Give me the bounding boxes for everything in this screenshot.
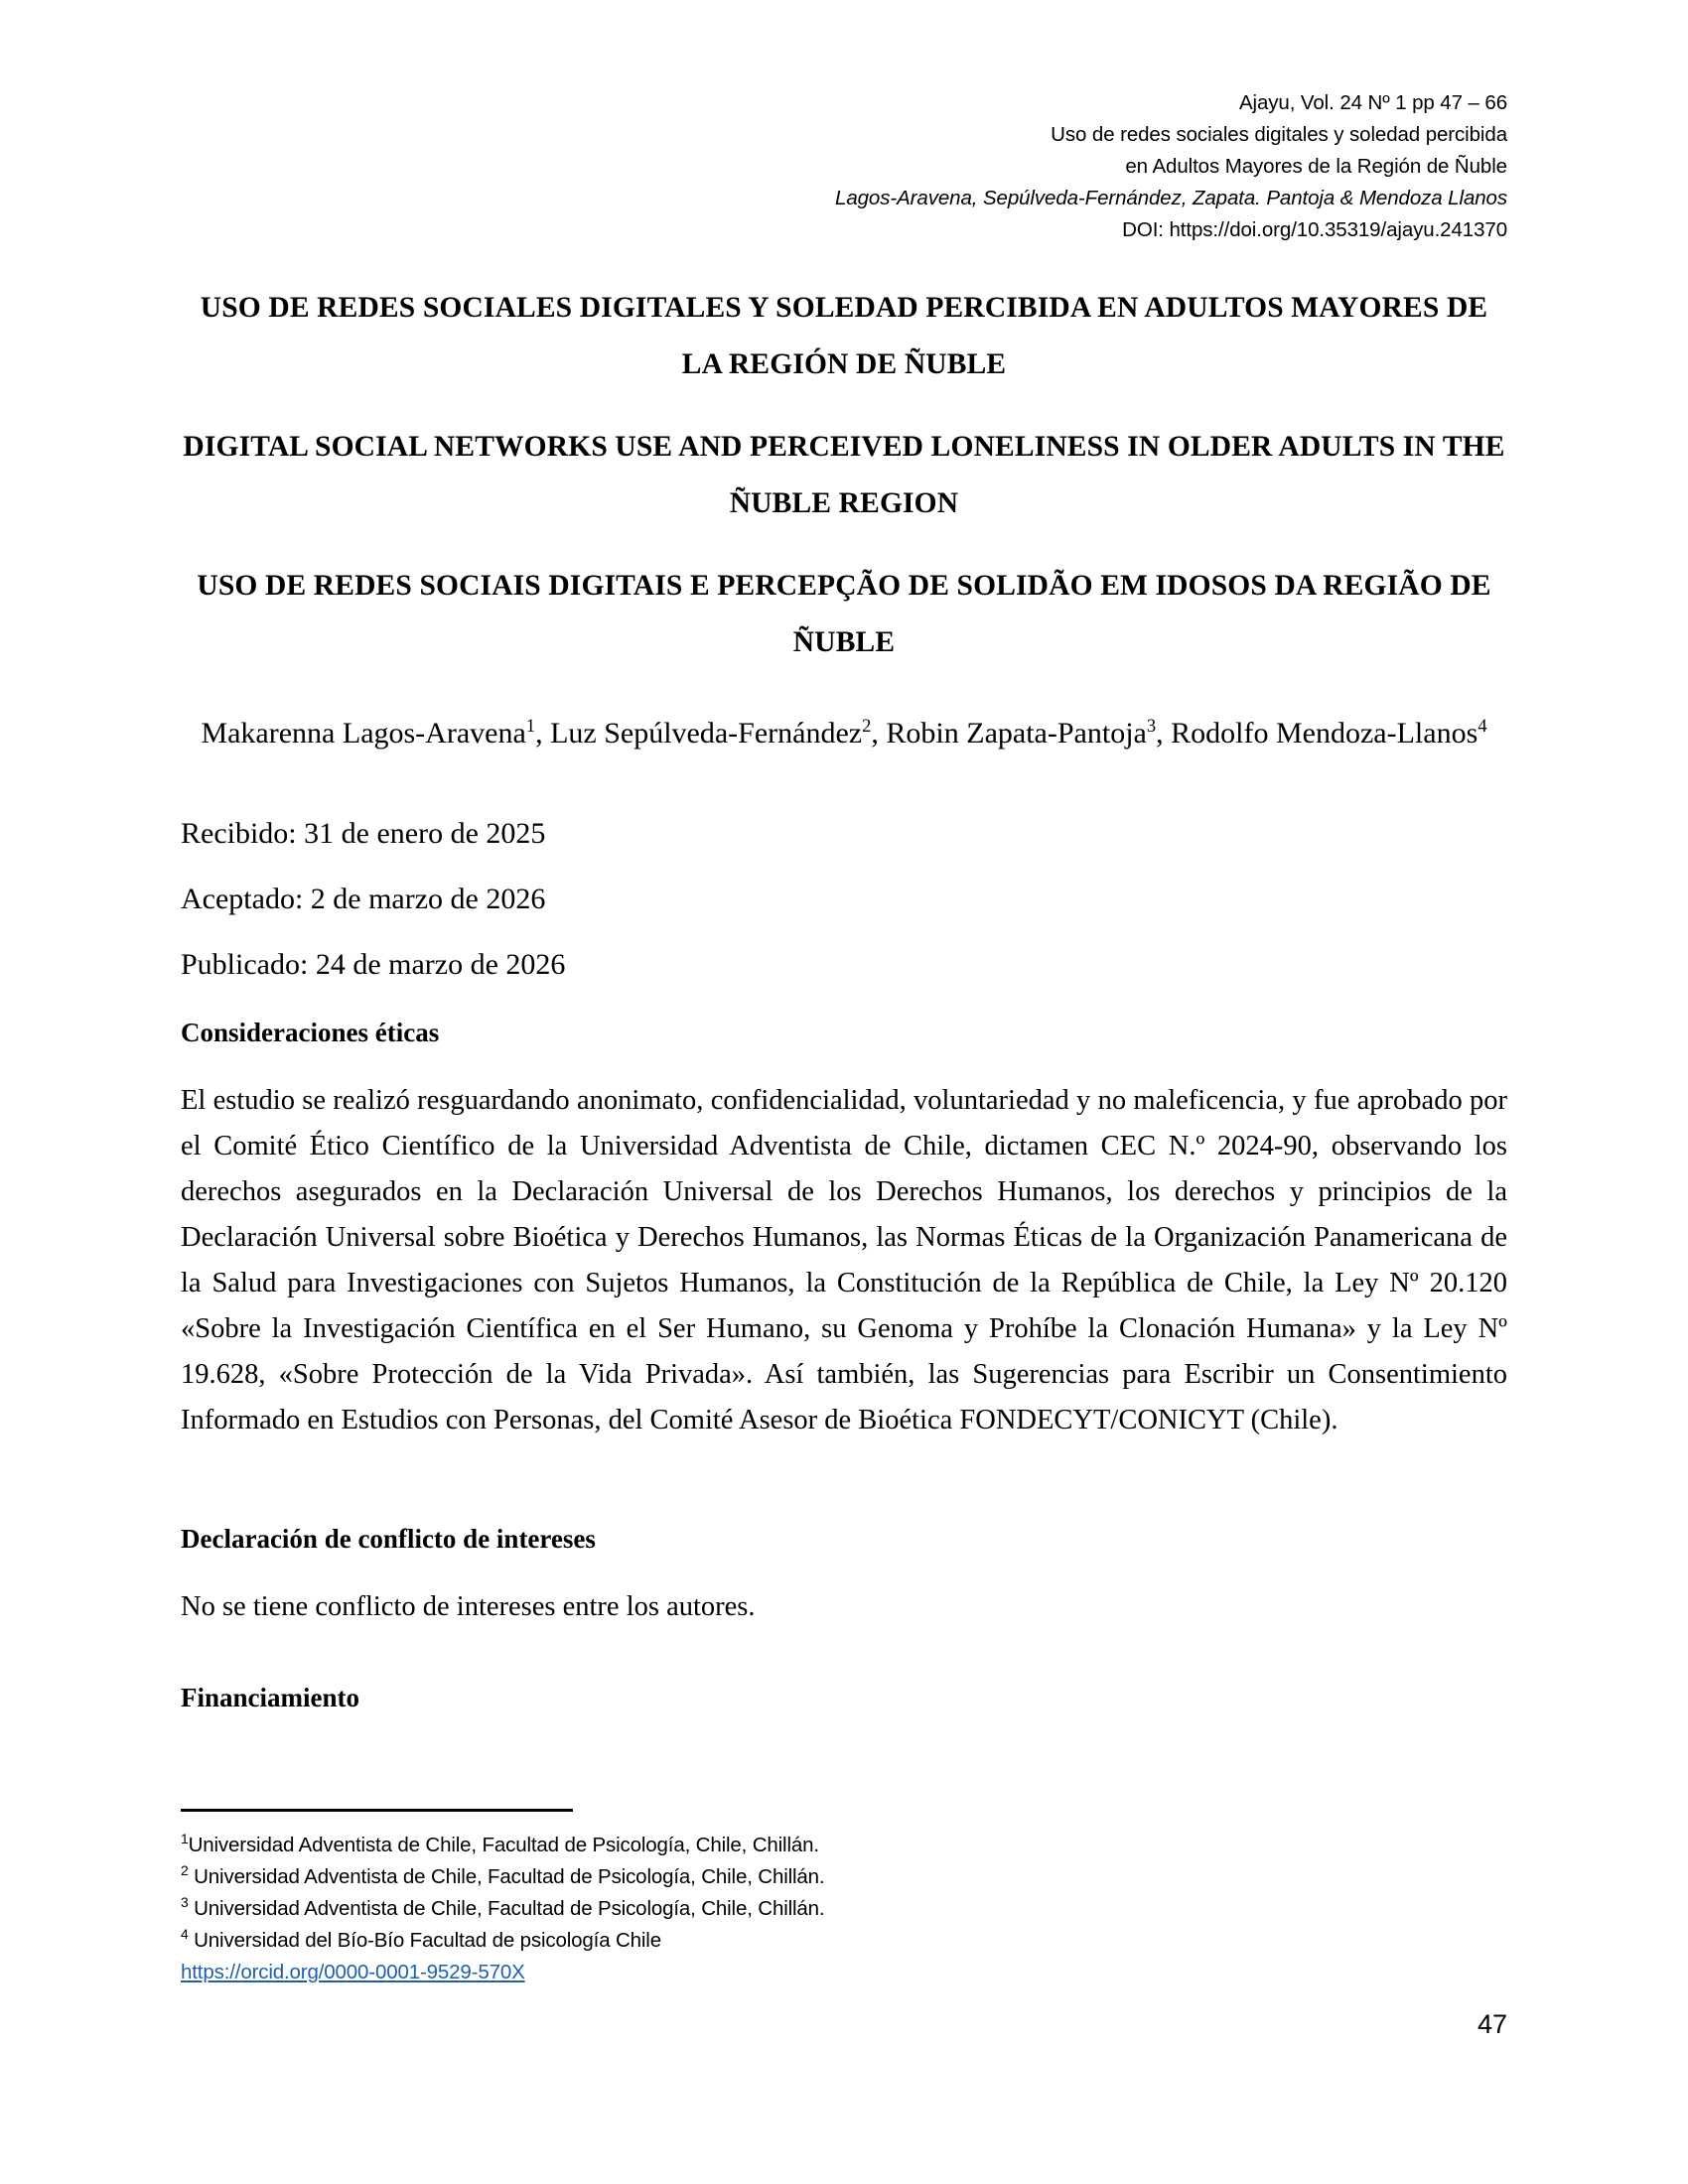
- footnote-1-marker: 1: [181, 1831, 189, 1847]
- date-accepted: Aceptado: 2 de marzo de 2026: [181, 883, 546, 915]
- orcid-link[interactable]: https://orcid.org/0000-0001-9529-570X: [181, 1961, 525, 1983]
- footnote-3: [181, 1893, 1273, 1925]
- footnote-1-text: Universidad Adventista de Chile, Facultad de Psicología, Chile, Chillán.: [188, 1834, 819, 1856]
- title-spanish: USO DE REDES SOCIALES DIGITALES Y SOLEDAD PERCIBIDA EN ADULTOS MAYORES DE LA REGIÓN DE ÑUBLE: [200, 292, 1488, 380]
- running-head: [514, 87, 1507, 246]
- section-heading-conflict: Declaración de conflicto de intereses: [181, 1524, 596, 1554]
- running-head-title-line2: en Adultos Mayores de la Región de Ñuble: [1125, 155, 1507, 178]
- running-head-title-line1: Uso de redes sociales digitales y soledad percibida: [1051, 123, 1507, 146]
- footnote-3-text: Universidad Adventista de Chile, Facultad de Psicología, Chile, Chillán.: [188, 1897, 825, 1920]
- author-3-affiliation-marker: 3: [1146, 716, 1157, 737]
- running-head-doi: DOI: https://doi.org/10.35319/ajayu.241370: [1122, 218, 1507, 241]
- author-2-name: Luz Sepúlveda-Fernández: [550, 717, 863, 750]
- author-2-affiliation-marker: 2: [862, 716, 872, 737]
- author-1-name: Makarenna Lagos-Aravena: [201, 717, 526, 750]
- section-funding: [181, 1678, 1507, 1717]
- publication-dates: [181, 812, 1507, 1009]
- author-4-affiliation-marker: 4: [1477, 716, 1487, 737]
- running-head-authors: Lagos-Aravena, Sepúlveda-Fernández, Zapata. Pantoja & Mendoza Llanos: [835, 187, 1507, 209]
- footnote-3-marker: 3: [181, 1894, 189, 1911]
- footnote-separator-rule: [181, 1809, 573, 1812]
- section-body-conflict: No se tiene conflicto de intereses entre los autores.: [181, 1591, 756, 1622]
- section-heading-funding: Financiamiento: [181, 1683, 359, 1712]
- author-3-name: Robin Zapata-Pantoja: [886, 717, 1147, 750]
- title-english: DIGITAL SOCIAL NETWORKS USE AND PERCEIVED LONELINESS IN OLDER ADULTS IN THE ÑUBLE REGION: [183, 431, 1505, 519]
- footnote-4-marker: 4: [181, 1926, 189, 1943]
- section-heading-ethics: Consideraciones éticas: [181, 1018, 440, 1047]
- page-number: 47: [1477, 2009, 1507, 2039]
- author-1-affiliation-marker: 1: [525, 716, 536, 737]
- author-list: Makarenna Lagos-Aravena$^1$, Luz Sepúlveda-Fernández$^2$, Robin Zapata-Pantoja$^3$, Rodolfo Mendoza-Llanos$^4$: [201, 716, 1487, 750]
- footnote-4: [181, 1925, 1273, 1957]
- author-4-name: Rodolfo Mendoza-Llanos: [1171, 717, 1478, 750]
- title-portuguese: USO DE REDES SOCIAIS DIGITAIS E PERCEPÇÃO DE SOLIDÃO EM IDOSOS DA REGIÃO DE ÑUBLE: [197, 570, 1491, 658]
- footnote-orcid-line: [181, 1957, 1273, 1988]
- date-received: Recibido: 31 de enero de 2025: [181, 817, 546, 850]
- footnote-2: [181, 1861, 1273, 1893]
- footnote-2-text: Universidad Adventista de Chile, Facultad de Psicología, Chile, Chillán.: [188, 1865, 825, 1888]
- running-head-citation: Ajayu, Vol. 24 Nº 1 pp 47 – 66: [1238, 91, 1507, 114]
- footnote-2-marker: 2: [181, 1862, 189, 1879]
- footnote-4-text: Universidad del Bío-Bío Facultad de psicología Chile: [188, 1929, 661, 1952]
- section-body-ethics: El estudio se realizó resguardando anonimato, confidencialidad, voluntariedad y no maleficencia, y fue aprobado por el Comité Ético Científico de la Universidad Adventista de Chile, dictamen CEC N.º 2024-90, observando los derechos asegurados en la Declaración Universal de los Derechos Humanos, los derechos y principios de la Declaración Universal sobre Bioética y Derechos Humanos, las Normas Éticas de la Organización Panamericana de la Salud para Investigaciones con Sujetos Humanos, la Constitución de la República de Chile, la Ley Nº 20.120 «Sobre la Investigación Científica en el Ser Humano, su Genoma y Prohíbe la Clonación Humana» y la Ley Nº 19.628, «Sobre Protección de la Vida Privada». Así también, las Sugerencias para Escribir un Consentimiento Informado en Estudios con Personas, del Comité Asesor de Bioética FONDECYT/CONICYT (Chile).: [181, 1085, 1507, 1435]
- date-published: Publicado: 24 de marzo de 2026: [181, 948, 566, 981]
- section-ethical-considerations: [181, 1013, 1507, 1443]
- footnote-1: [181, 1830, 1273, 1861]
- section-conflict-of-interest: [181, 1519, 1507, 1630]
- footnotes-block: [181, 1809, 1273, 1988]
